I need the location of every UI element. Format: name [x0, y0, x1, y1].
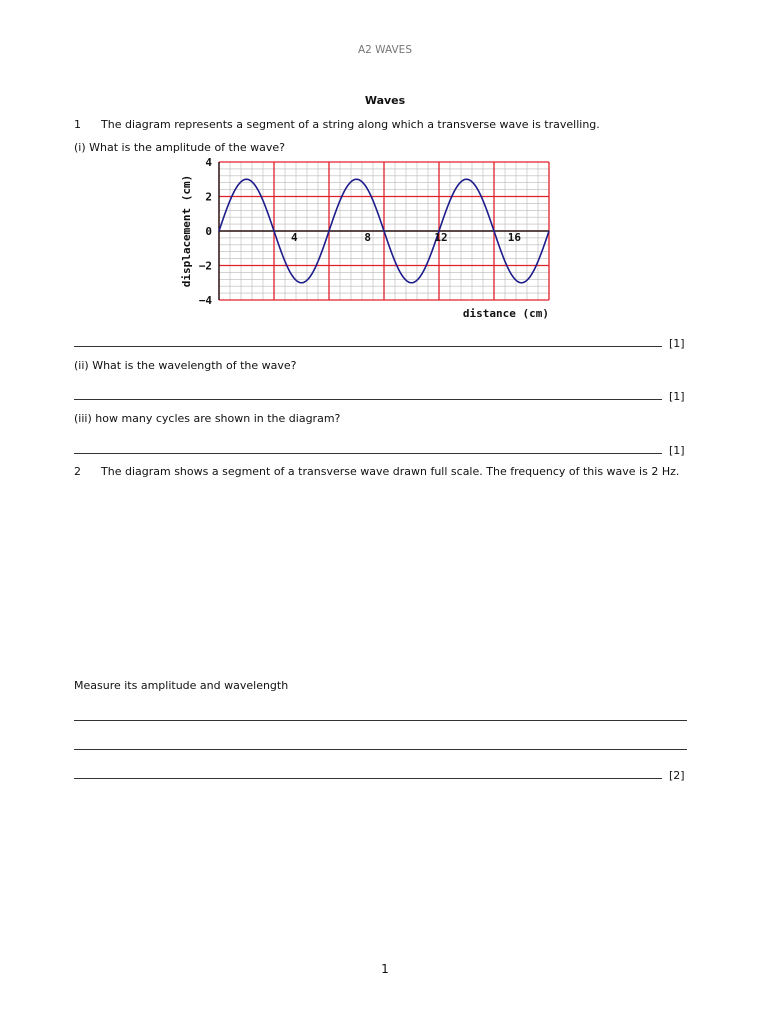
page-number: 1	[381, 962, 389, 976]
wave-graph	[170, 150, 570, 330]
x-axis-label: distance (cm)	[462, 307, 549, 320]
question-1-part-i: (i) What is the amplitude of the wave?	[74, 141, 285, 154]
mark-part-i: [1]	[669, 337, 685, 350]
question-1-part-iii: (iii) how many cycles are shown in the diagram?	[74, 412, 341, 425]
question-2-number: 2	[74, 465, 81, 478]
answer-line-part-iii[interactable]	[74, 442, 662, 454]
y-axis-label: displacement (cm)	[180, 174, 193, 288]
answer-line-q2-3[interactable]	[74, 767, 662, 779]
question-2-text: The diagram shows a segment of a transverse wave drawn full scale. The frequency of this wave is 2 Hz.	[101, 465, 680, 478]
mark-q2: [2]	[669, 769, 685, 782]
y-tick-label: 0	[205, 225, 212, 238]
y-tick-label: 4	[205, 156, 212, 169]
x-tick-label: 12	[434, 231, 448, 244]
question-2-prompt: Measure its amplitude and wavelength	[74, 679, 289, 692]
answer-line-part-i[interactable]	[74, 335, 662, 347]
answer-line-q2-2[interactable]	[74, 738, 687, 750]
question-1-number: 1	[74, 118, 81, 131]
mark-part-iii: [1]	[669, 444, 685, 457]
question-1-text: The diagram represents a segment of a string along which a transverse wave is travelling.	[101, 118, 600, 131]
page-header: A2 WAVES	[357, 44, 412, 56]
answer-line-part-ii[interactable]	[74, 388, 662, 400]
x-tick-label: 4	[291, 231, 298, 244]
y-tick-label: 2	[205, 190, 212, 204]
x-tick-label: 16	[507, 231, 521, 244]
question-1-part-ii: (ii) What is the wavelength of the wave?	[74, 359, 297, 372]
x-tick-label: 8	[364, 231, 371, 244]
y-tick-label: −4	[198, 294, 212, 307]
mark-part-ii: [1]	[669, 390, 685, 403]
y-tick-label: −2	[198, 259, 212, 273]
answer-line-q2-1[interactable]	[74, 709, 687, 721]
page-title: Waves	[364, 94, 406, 107]
